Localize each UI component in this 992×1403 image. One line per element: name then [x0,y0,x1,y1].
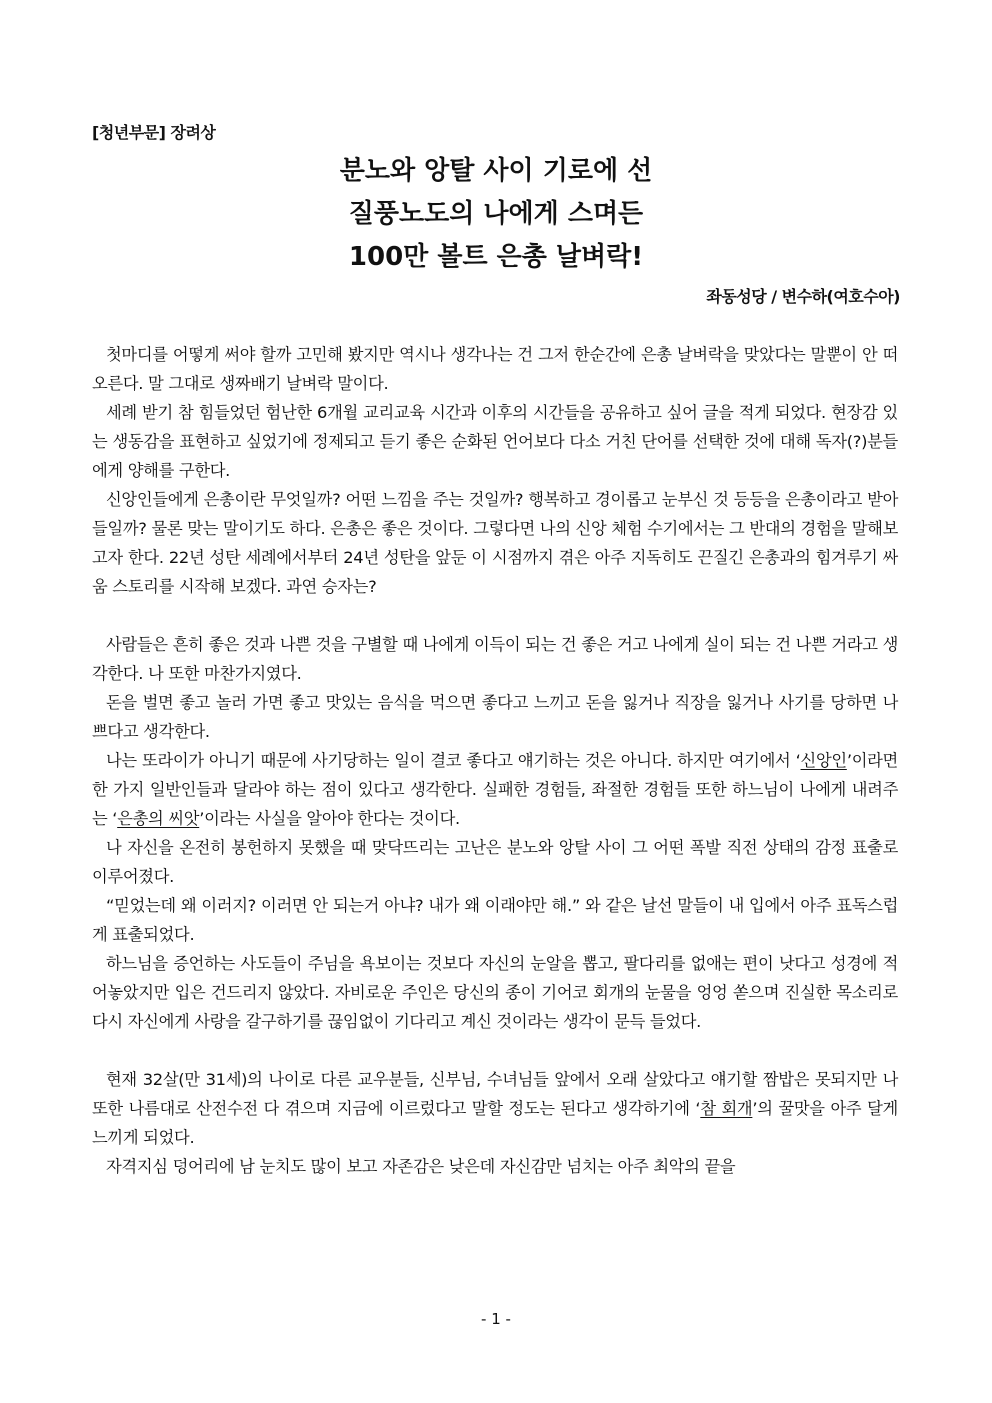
paragraph: 사람들은 흔히 좋은 것과 나쁜 것을 구별할 때 나에게 이득이 되는 건 좋은 거고 나에게 실이 되는 건 나쁜 거라고 생각한다. 나 또한 마찬가지였다. [92,635,898,683]
text-run: 나는 또라이가 아니기 때문에 사기당하는 일이 결코 좋다고 얘기하는 것은 아니다. 하지만 여기에서 ‘ [106,751,801,770]
paragraph-gap [92,601,898,630]
underlined-term: 신앙인 [800,751,847,770]
paragraph: 나 자신을 온전히 봉헌하지 못했을 때 맞닥뜨리는 고난은 분노와 앙탈 사이 그 어떤 폭발 직전 상태의 감정 표출로 이루어졌다. [92,838,898,886]
paragraph: 신앙인들에게 은총이란 무엇일까? 어떤 느낌을 주는 것일까? 행복하고 경이롭고 눈부신 것 등등을 은총이라고 받아들일까? 물론 맞는 말이기도 하다. 은총은 좋은 것이다. 그렇다면 나의 신앙 체험 수기에서는 그 반대의 경험을 말해보고자 한다. 22년 성탄 세례에서부터 24년 성탄을 앞둔 이 시점까지 겪은 아주 지독히도 끈질긴 은총과의 힘겨루기 싸움 스토리를 시작해 보겠다. 과연 승자는? [92,490,898,596]
title-line-3: 100만 볼트 은총 날벼락! [348,242,644,272]
paragraph-gap [92,1036,898,1065]
essay-title [0,150,992,279]
paragraph [92,1065,898,1152]
award-category: [청년부문] 장려상 [92,123,216,142]
paragraph: “믿었는데 왜 이러지? 이러면 안 되는거 아냐? 내가 왜 이래야만 해.” 와 같은 날선 말들이 내 입에서 아주 표독스럽게 표출되었다. [92,896,898,944]
page-number: - 1 - [481,1310,511,1328]
text-run: ’이라면 한 가지 일반인들과 달라야 하는 점이 있다고 생각한다. 실패한 경험들, 좌절한 경험들 또한 하느님이 나에게 내려주는 ‘ [92,751,898,828]
paragraph: 첫마디를 어떻게 써야 할까 고민해 봤지만 역시나 생각나는 건 그저 한순간에 은총 날벼락을 맞았다는 말뿐이 안 떠오른다. 말 그대로 생짜배기 날벼락 말이다. [92,345,898,393]
text-run: ’이라는 사실을 알아야 한다는 것이다. [199,809,460,828]
text-run: ’의 꿀맛을 아주 달게 느끼게 되었다. [92,1099,898,1147]
title-line-1: 분노와 앙탈 사이 기로에 선 [339,156,653,186]
paragraph: 자격지심 덩어리에 남 눈치도 많이 보고 자존감은 낮은데 자신감만 넘치는 아주 최악의 끝을 [106,1157,736,1176]
title-line-2: 질풍노도의 나에게 스며든 [348,199,644,229]
paragraph: 세례 받기 참 힘들었던 험난한 6개월 교리교육 시간과 이후의 시간들을 공유하고 싶어 글을 적게 되었다. 현장감 있는 생동감을 표현하고 싶었기에 정제되고 듣기 좋은 순화된 언어보다 다소 거친 단어를 선택한 것에 대해 독자(?)분들에게 양해를 구한다. [92,403,898,480]
paragraph: 하느님을 증언하는 사도들이 주님을 욕보이는 것보다 자신의 눈알을 뽑고, 팔다리를 없애는 편이 낫다고 성경에 적어놓았지만 입은 건드리지 않았다. 자비로운 주인은 당신의 종이 기어코 회개의 눈물을 엉엉 쏟으며 진실한 목소리로 다시 자신에게 사랑을 갈구하기를 끊임없이 기다리고 계신 것이라는 생각이 문득 들었다. [92,954,898,1031]
text-run: 현재 32살(만 31세)의 나이로 다른 교우분들, 신부님, 수녀님들 앞에서 오래 살았다고 얘기할 짬밥은 못되지만 나 또한 나름대로 산전수전 다 겪으며 지금에 이르렀다고 말할 정도는 된다고 생각하기에 ‘ [92,1070,898,1118]
essay-body [92,340,898,1181]
paragraph: 돈을 벌면 좋고 놀러 가면 좋고 맛있는 음식을 먹으면 좋다고 느끼고 돈을 잃거나 직장을 잃거나 사기를 당하면 나쁘다고 생각한다. [92,693,898,741]
underlined-term: 참 회개 [700,1099,753,1118]
underlined-term: 은총의 씨앗 [117,809,200,828]
author-byline: 좌동성당 / 변수하(여호수아) [706,287,900,306]
paragraph [92,746,898,833]
